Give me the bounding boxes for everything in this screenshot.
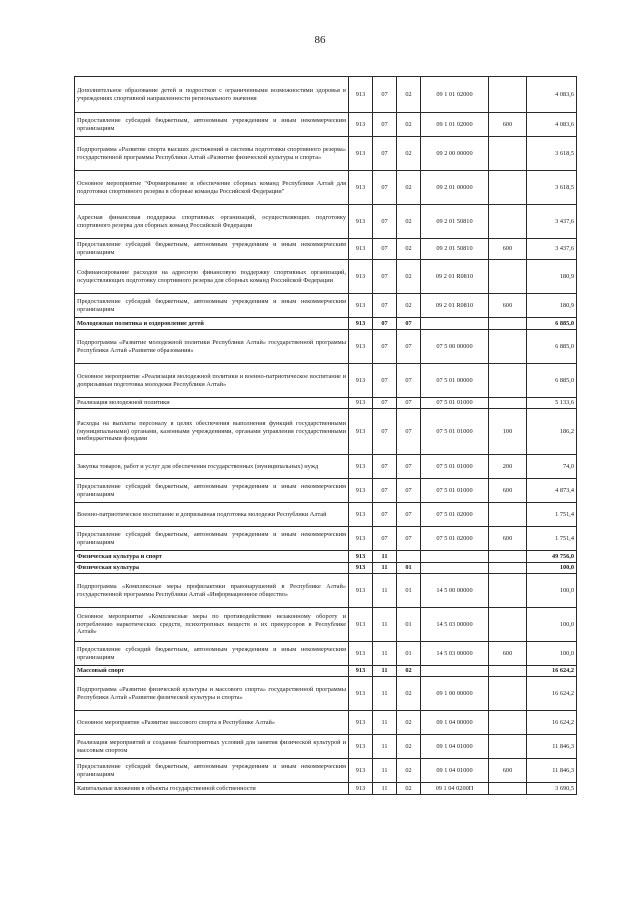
row-amount-cell: 16 624,2 (527, 677, 577, 711)
row-name-cell: Физическая культура и спорт (75, 551, 349, 563)
row-admin-code-cell: 913 (349, 113, 373, 137)
row-target-article-cell: 09 2 01 00000 (421, 171, 489, 205)
row-expense-type-cell (489, 608, 527, 642)
row-section-code-cell: 11 (373, 735, 397, 759)
row-target-article-cell (421, 551, 489, 563)
table-row (75, 503, 577, 527)
row-expense-type-cell: 100 (489, 409, 527, 455)
row-subsection-code-cell: 07 (397, 527, 421, 551)
row-amount-cell: 49 756,0 (527, 551, 577, 563)
row-subsection-code-cell: 07 (397, 330, 421, 364)
row-section-code-cell: 07 (373, 205, 397, 239)
row-name-cell: Военно-патриотическое воспитание и допризывная подготовка молодежи Республики Алтай (75, 503, 349, 527)
row-target-article-cell: 09 2 00 00000 (421, 137, 489, 171)
row-target-article-cell: 09 2 01 R0810 (421, 260, 489, 294)
row-admin-code-cell: 913 (349, 137, 373, 171)
row-subsection-code-cell: 02 (397, 171, 421, 205)
row-admin-code-cell: 913 (349, 503, 373, 527)
table-row (75, 455, 577, 479)
row-target-article-cell: 09 2 01 R0810 (421, 294, 489, 318)
row-name-cell: Подпрограмма «Комплексные меры профилактики правонарушений в Республике Алтай» государственной программы Республики Алтай «Информационное общество» (75, 574, 349, 608)
row-subsection-code-cell: 07 (397, 479, 421, 503)
table-row (75, 239, 577, 260)
row-expense-type-cell: 600 (489, 642, 527, 666)
row-expense-type-cell (489, 77, 527, 113)
row-section-code-cell: 11 (373, 666, 397, 677)
row-target-article-cell: 09 1 04 0200П (421, 783, 489, 795)
table-row (75, 409, 577, 455)
row-amount-cell: 3 690,5 (527, 783, 577, 795)
row-admin-code-cell: 913 (349, 783, 373, 795)
row-subsection-code-cell: 07 (397, 318, 421, 330)
row-admin-code-cell: 913 (349, 77, 373, 113)
row-section-code-cell: 07 (373, 527, 397, 551)
row-name-cell: Предоставление субсидий бюджетным, автономным учреждениям и иным некоммерческим организациям (75, 759, 349, 783)
row-admin-code-cell: 913 (349, 479, 373, 503)
row-admin-code-cell: 913 (349, 409, 373, 455)
row-amount-cell: 100,0 (527, 608, 577, 642)
row-target-article-cell: 14 5 03 00000 (421, 608, 489, 642)
table-row (75, 77, 577, 113)
table-row (75, 113, 577, 137)
table-row (75, 783, 577, 795)
row-amount-cell: 4 083,6 (527, 77, 577, 113)
row-section-code-cell: 07 (373, 455, 397, 479)
row-amount-cell: 5 133,6 (527, 398, 577, 409)
row-name-cell: Реализация мероприятий и создание благоприятных условий для занятия физической культурой и массовым спортом (75, 735, 349, 759)
row-amount-cell: 3 437,6 (527, 239, 577, 260)
row-expense-type-cell (489, 503, 527, 527)
row-amount-cell: 180,9 (527, 260, 577, 294)
row-expense-type-cell (489, 563, 527, 574)
row-subsection-code-cell: 01 (397, 642, 421, 666)
table-row (75, 677, 577, 711)
row-section-code-cell: 07 (373, 479, 397, 503)
table-row (75, 608, 577, 642)
table-row (75, 330, 577, 364)
row-amount-cell: 4 873,4 (527, 479, 577, 503)
table-row (75, 294, 577, 318)
row-admin-code-cell: 913 (349, 666, 373, 677)
row-section-code-cell: 07 (373, 503, 397, 527)
row-section-code-cell: 07 (373, 239, 397, 260)
row-section-code-cell: 07 (373, 113, 397, 137)
row-section-code-cell: 11 (373, 759, 397, 783)
row-expense-type-cell (489, 574, 527, 608)
row-subsection-code-cell (397, 551, 421, 563)
row-section-code-cell: 11 (373, 608, 397, 642)
row-target-article-cell (421, 666, 489, 677)
row-target-article-cell: 09 1 04 00000 (421, 711, 489, 735)
row-name-cell: Предоставление субсидий бюджетным, автономным учреждениям и иным некоммерческим организациям (75, 294, 349, 318)
row-amount-cell: 4 083,6 (527, 113, 577, 137)
row-amount-cell: 100,0 (527, 574, 577, 608)
row-expense-type-cell (489, 677, 527, 711)
table-row (75, 666, 577, 677)
row-name-cell: Основное мероприятие «Реализация молодежной политики и военно-патриотическое воспитание и допризывная подготовка молодежи Республики Алтай» (75, 364, 349, 398)
row-section-code-cell: 11 (373, 642, 397, 666)
row-section-code-cell: 07 (373, 364, 397, 398)
row-section-code-cell: 11 (373, 551, 397, 563)
row-subsection-code-cell: 02 (397, 205, 421, 239)
table-row (75, 137, 577, 171)
row-amount-cell: 1 751,4 (527, 503, 577, 527)
row-expense-type-cell: 600 (489, 759, 527, 783)
row-amount-cell: 16 624,2 (527, 711, 577, 735)
row-subsection-code-cell: 02 (397, 759, 421, 783)
row-section-code-cell: 11 (373, 574, 397, 608)
table-row (75, 205, 577, 239)
row-admin-code-cell: 913 (349, 398, 373, 409)
row-name-cell: Физическая культура (75, 563, 349, 574)
row-admin-code-cell: 913 (349, 759, 373, 783)
row-name-cell: Софинансирование расходов на адресную финансовую поддержку спортивных организаций, осуществляющих подготовку спортивного резерва для сборных команд Российской Федерации (75, 260, 349, 294)
row-section-code-cell: 11 (373, 783, 397, 795)
row-admin-code-cell: 913 (349, 642, 373, 666)
table-row (75, 759, 577, 783)
row-target-article-cell: 09 2 01 50810 (421, 205, 489, 239)
row-name-cell: Молодежная политика и оздоровление детей (75, 318, 349, 330)
row-target-article-cell: 14 5 03 00000 (421, 642, 489, 666)
row-name-cell: Реализация молодежной политики (75, 398, 349, 409)
row-name-cell: Подпрограмма «Развитие физической культуры и массового спорта» государственной программы Республики Алтай «Развитие физической культуры и спорта» (75, 677, 349, 711)
row-subsection-code-cell: 07 (397, 455, 421, 479)
table-row (75, 364, 577, 398)
row-admin-code-cell: 913 (349, 364, 373, 398)
row-amount-cell: 16 624,2 (527, 666, 577, 677)
row-admin-code-cell: 913 (349, 294, 373, 318)
row-target-article-cell: 07 5 01 02000 (421, 527, 489, 551)
row-amount-cell: 74,0 (527, 455, 577, 479)
row-amount-cell: 100,0 (527, 642, 577, 666)
row-name-cell: Основное мероприятие "Формирование и обеспечение сборных команд Республики Алтай для подготовки спортивного резерва в сборные команды Российской Федерации" (75, 171, 349, 205)
row-amount-cell: 6 885,0 (527, 318, 577, 330)
row-expense-type-cell (489, 783, 527, 795)
row-amount-cell: 11 846,3 (527, 735, 577, 759)
row-expense-type-cell: 600 (489, 239, 527, 260)
row-target-article-cell: 07 5 01 01000 (421, 479, 489, 503)
row-subsection-code-cell: 02 (397, 260, 421, 294)
row-admin-code-cell: 913 (349, 260, 373, 294)
table-row (75, 318, 577, 330)
row-expense-type-cell: 200 (489, 455, 527, 479)
row-expense-type-cell (489, 330, 527, 364)
row-name-cell: Основное мероприятие «Комплексные меры по противодействию незаконному обороту и потреблению наркотических средств, психотропных веществ и их прекурсоров в Республике Алтай» (75, 608, 349, 642)
row-amount-cell: 100,0 (527, 563, 577, 574)
row-section-code-cell: 11 (373, 677, 397, 711)
row-section-code-cell: 07 (373, 398, 397, 409)
row-expense-type-cell: 600 (489, 479, 527, 503)
row-target-article-cell: 09 1 04 01000 (421, 759, 489, 783)
row-target-article-cell: 14 5 00 00000 (421, 574, 489, 608)
row-admin-code-cell: 913 (349, 608, 373, 642)
row-subsection-code-cell: 07 (397, 409, 421, 455)
table-row (75, 260, 577, 294)
table-row (75, 711, 577, 735)
row-subsection-code-cell: 07 (397, 503, 421, 527)
row-admin-code-cell: 913 (349, 330, 373, 364)
row-subsection-code-cell: 01 (397, 563, 421, 574)
row-subsection-code-cell: 02 (397, 239, 421, 260)
row-name-cell: Капитальные вложения в объекты государственной собственности (75, 783, 349, 795)
row-amount-cell: 3 618,5 (527, 171, 577, 205)
row-expense-type-cell (489, 711, 527, 735)
row-section-code-cell: 07 (373, 260, 397, 294)
row-expense-type-cell (489, 137, 527, 171)
row-target-article-cell: 07 5 00 00000 (421, 330, 489, 364)
row-subsection-code-cell: 02 (397, 137, 421, 171)
row-expense-type-cell (489, 260, 527, 294)
row-target-article-cell: 07 5 01 00000 (421, 364, 489, 398)
row-subsection-code-cell: 01 (397, 608, 421, 642)
row-name-cell: Предоставление субсидий бюджетным, автономным учреждениям и иным некоммерческим организациям (75, 642, 349, 666)
row-subsection-code-cell: 07 (397, 364, 421, 398)
row-target-article-cell: 09 1 04 01000 (421, 735, 489, 759)
row-amount-cell: 1 751,4 (527, 527, 577, 551)
row-admin-code-cell: 913 (349, 171, 373, 205)
row-name-cell: Предоставление субсидий бюджетным, автономным учреждениям и иным некоммерческим организациям (75, 113, 349, 137)
row-target-article-cell: 07 5 01 01000 (421, 409, 489, 455)
table-row (75, 527, 577, 551)
row-section-code-cell: 07 (373, 318, 397, 330)
row-section-code-cell: 07 (373, 137, 397, 171)
row-name-cell: Предоставление субсидий бюджетным, автономным учреждениям и иным некоммерческим организациям (75, 479, 349, 503)
table-row (75, 574, 577, 608)
table-row (75, 551, 577, 563)
row-name-cell: Предоставление субсидий бюджетным, автономным учреждениям и иным некоммерческим организациям (75, 527, 349, 551)
row-admin-code-cell: 913 (349, 711, 373, 735)
row-expense-type-cell (489, 364, 527, 398)
row-section-code-cell: 07 (373, 409, 397, 455)
row-expense-type-cell: 600 (489, 527, 527, 551)
row-target-article-cell: 07 5 01 01000 (421, 398, 489, 409)
row-admin-code-cell: 913 (349, 205, 373, 239)
row-subsection-code-cell: 02 (397, 783, 421, 795)
budget-table (74, 76, 577, 795)
row-target-article-cell: 09 2 01 50810 (421, 239, 489, 260)
row-amount-cell: 11 846,3 (527, 759, 577, 783)
row-subsection-code-cell: 02 (397, 735, 421, 759)
row-name-cell: Закупка товаров, работ и услуг для обеспечения государственных (муниципальных) нужд (75, 455, 349, 479)
row-admin-code-cell: 913 (349, 527, 373, 551)
row-name-cell: Расходы на выплаты персоналу в целях обеспечения выполнения функций государственными (муниципальными) органами, казенными учреждениями, органами управления государственными внебюджетными фондами (75, 409, 349, 455)
row-target-article-cell: 09 1 00 00000 (421, 677, 489, 711)
table-row (75, 735, 577, 759)
row-name-cell: Подпрограмма «Развитие молодежной политики Республики Алтай» государственной программы Республики Алтай «Развитие образования» (75, 330, 349, 364)
row-amount-cell: 3 437,6 (527, 205, 577, 239)
row-subsection-code-cell: 02 (397, 666, 421, 677)
row-name-cell: Дополнительное образование детей и подростков с ограниченными возможностями здоровья в учреждениях спортивной направленности регионального значения (75, 77, 349, 113)
row-target-article-cell (421, 318, 489, 330)
row-name-cell: Адресная финансовая поддержка спортивных организаций, осуществляющих подготовку спортивного резерва для сборных команд Российской Федерации (75, 205, 349, 239)
row-section-code-cell: 11 (373, 563, 397, 574)
row-name-cell: Подпрограмма «Развитие спорта высших достижений и системы подготовки спортивного резерва» государственной программы Республики Алтай «Развитие физической культуры и спорта» (75, 137, 349, 171)
row-subsection-code-cell: 02 (397, 677, 421, 711)
row-amount-cell: 6 885,0 (527, 330, 577, 364)
page-number: 86 (314, 34, 326, 46)
row-name-cell: Основное мероприятие «Развитие массового спорта в Республике Алтай» (75, 711, 349, 735)
row-expense-type-cell (489, 171, 527, 205)
row-target-article-cell: 09 1 01 02000 (421, 77, 489, 113)
row-expense-type-cell (489, 398, 527, 409)
row-amount-cell: 3 618,5 (527, 137, 577, 171)
row-subsection-code-cell: 01 (397, 574, 421, 608)
row-admin-code-cell: 913 (349, 677, 373, 711)
row-admin-code-cell: 913 (349, 551, 373, 563)
row-subsection-code-cell: 07 (397, 398, 421, 409)
row-admin-code-cell: 913 (349, 574, 373, 608)
row-subsection-code-cell: 02 (397, 294, 421, 318)
table-row (75, 563, 577, 574)
row-expense-type-cell: 600 (489, 294, 527, 318)
row-amount-cell: 6 885,0 (527, 364, 577, 398)
row-subsection-code-cell: 02 (397, 77, 421, 113)
row-section-code-cell: 07 (373, 294, 397, 318)
row-target-article-cell: 09 1 01 02000 (421, 113, 489, 137)
table-row (75, 479, 577, 503)
row-amount-cell: 180,9 (527, 294, 577, 318)
row-admin-code-cell: 913 (349, 563, 373, 574)
row-admin-code-cell: 913 (349, 455, 373, 479)
row-expense-type-cell (489, 318, 527, 330)
row-target-article-cell: 07 5 01 02000 (421, 503, 489, 527)
row-name-cell: Предоставление субсидий бюджетным, автономным учреждениям и иным некоммерческим организациям (75, 239, 349, 260)
row-admin-code-cell: 913 (349, 735, 373, 759)
table-row (75, 171, 577, 205)
row-section-code-cell: 11 (373, 711, 397, 735)
row-target-article-cell: 07 5 01 01000 (421, 455, 489, 479)
row-expense-type-cell: 600 (489, 113, 527, 137)
row-admin-code-cell: 913 (349, 318, 373, 330)
row-expense-type-cell (489, 551, 527, 563)
row-subsection-code-cell: 02 (397, 113, 421, 137)
row-expense-type-cell (489, 735, 527, 759)
row-target-article-cell (421, 563, 489, 574)
budget-table-body (75, 77, 577, 795)
row-section-code-cell: 07 (373, 330, 397, 364)
row-expense-type-cell (489, 666, 527, 677)
row-subsection-code-cell: 02 (397, 711, 421, 735)
row-admin-code-cell: 913 (349, 239, 373, 260)
row-expense-type-cell (489, 205, 527, 239)
row-amount-cell: 186,2 (527, 409, 577, 455)
row-section-code-cell: 07 (373, 77, 397, 113)
row-name-cell: Массовый спорт (75, 666, 349, 677)
table-row (75, 398, 577, 409)
row-section-code-cell: 07 (373, 171, 397, 205)
table-row (75, 642, 577, 666)
